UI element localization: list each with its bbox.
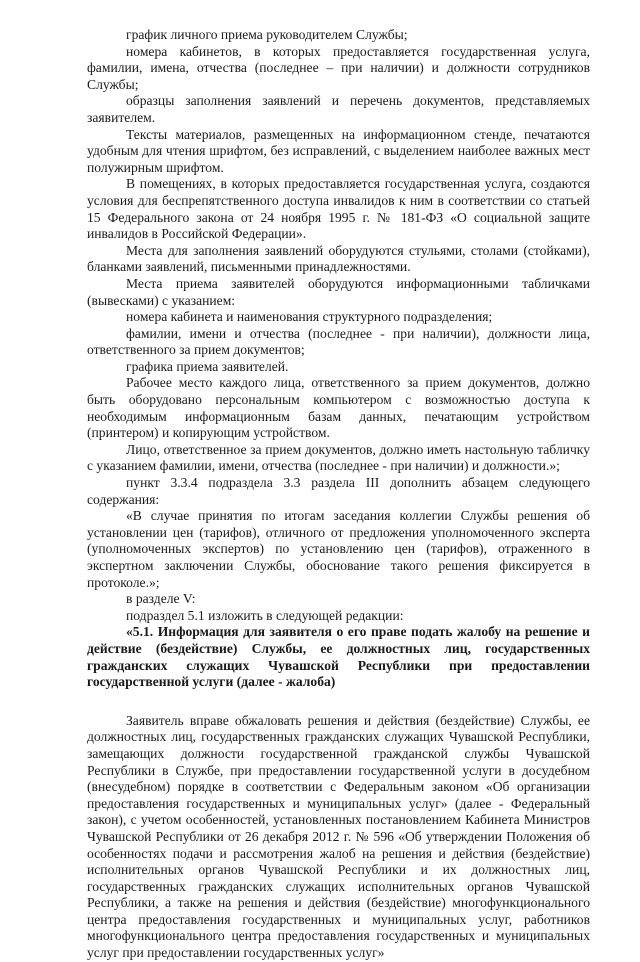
spacer xyxy=(87,691,590,713)
paragraph: номера кабинета и наименования структурного подразделения; xyxy=(126,309,493,325)
paragraph: фамилии, имени и отчества (последнее - при наличии), должности лица, ответственного за прием документов; xyxy=(87,325,590,358)
paragraph: номера кабинетов, в которых предоставляется государственная услуга, фамилии, имена, отчества (последнее – при наличии) и должности сотрудников Службы; xyxy=(87,43,590,92)
paragraph: Места приема заявителей оборудуются информационными табличками (вывесками) с указанием: xyxy=(87,275,590,308)
paragraph: Заявитель вправе обжаловать решения и действия (бездействие) Службы, ее должностных лиц, государственных гражданских служащих Чувашской Республики, замещающих должности государственной гражданской службы Чувашской Республики в Службе, при предоставлении государственной услуги в досудебном (внесудебном) порядке в соответствии с Федеральным законом «Об организации предоставления государственных и муниципальных услуг» (далее - Федеральный закон), с учетом особенностей, установленных постановлением Кабинета Министров Чувашской Республики от 26 декабря 2012 г. № 596 «Об утверждении Положения об особенностях подачи и рассмотрения жалоб на решения и действия (бездействие) исполнительных органов Чувашской Республики и их должностных лиц, государственных гражданских служащих исполнительных органов Чувашской Республики, а также на решения и действия (бездействие) многофункционального центра предоставления государственных и муниципальных услуг, работников многофункционального центра предоставления государственных и муниципальных услуг при предоставлении государственных услуг» xyxy=(87,712,590,961)
paragraph: график личного приема руководителем Службы; xyxy=(126,27,408,42)
paragraph: Лицо, ответственное за прием документов, должно иметь настольную табличку с указанием фамилии, имени, отчества (последнее - при наличии) и должности.»; xyxy=(87,441,590,474)
paragraph: «В случае принятия по итогам заседания коллегии Службы решения об установлении цен (тарифов), отличного от предложения уполномоченного эксперта (уполномоченных экспертов) по установлению цен (тарифов), отраженного в экспертном заключении Службы, обоснование такого решения фиксируется в протоколе.»; xyxy=(87,508,590,590)
paragraph: В помещениях, в которых предоставляется государственная услуга, создаются условия для беспрепятственного доступа инвалидов к ним в соответствии со статьей 15 Федерального закона от 24 ноября 1995 г. № 181-ФЗ «О социальной защите инвалидов в Российской Федерации». xyxy=(87,176,590,242)
paragraph: в разделе V: xyxy=(126,591,196,607)
paragraph: образцы заполнения заявлений и перечень документов, представляемых заявителем. xyxy=(87,93,590,125)
paragraph: графика приема заявителей. xyxy=(126,358,289,374)
paragraph: Рабочее место каждого лица, ответственного за прием документов, должно быть оборудовано персональным компьютером с возможностью доступа к необходимым информационным базам данных, печатающим устройством (принтером) и копирующим устройством. xyxy=(87,375,590,441)
paragraph: пункт 3.3.4 подраздела 3.3 раздела III дополнить абзацем следующего содержания: xyxy=(87,475,590,507)
document-body xyxy=(87,27,590,962)
paragraph: Места для заполнения заявлений оборудуются стульями, столами (стойками), бланками заявлений, письменными принадлежностями. xyxy=(87,242,590,275)
paragraph: Тексты материалов, размещенных на информационном стенде, печатаются удобным для чтения шрифтом, без исправлений, с выделением наиболее важных мест полужирным шрифтом. xyxy=(87,126,590,175)
section-heading: «5.1. Информация для заявителя о его праве подать жалобу на решение и действие (бездействие) Службы, ее должностных лиц, государственных гражданских служащих Чувашской Республики при предоставлении государственной услуги (далее - жалоба) xyxy=(87,624,590,690)
paragraph: подраздел 5.1 изложить в следующей редакции: xyxy=(126,607,404,623)
